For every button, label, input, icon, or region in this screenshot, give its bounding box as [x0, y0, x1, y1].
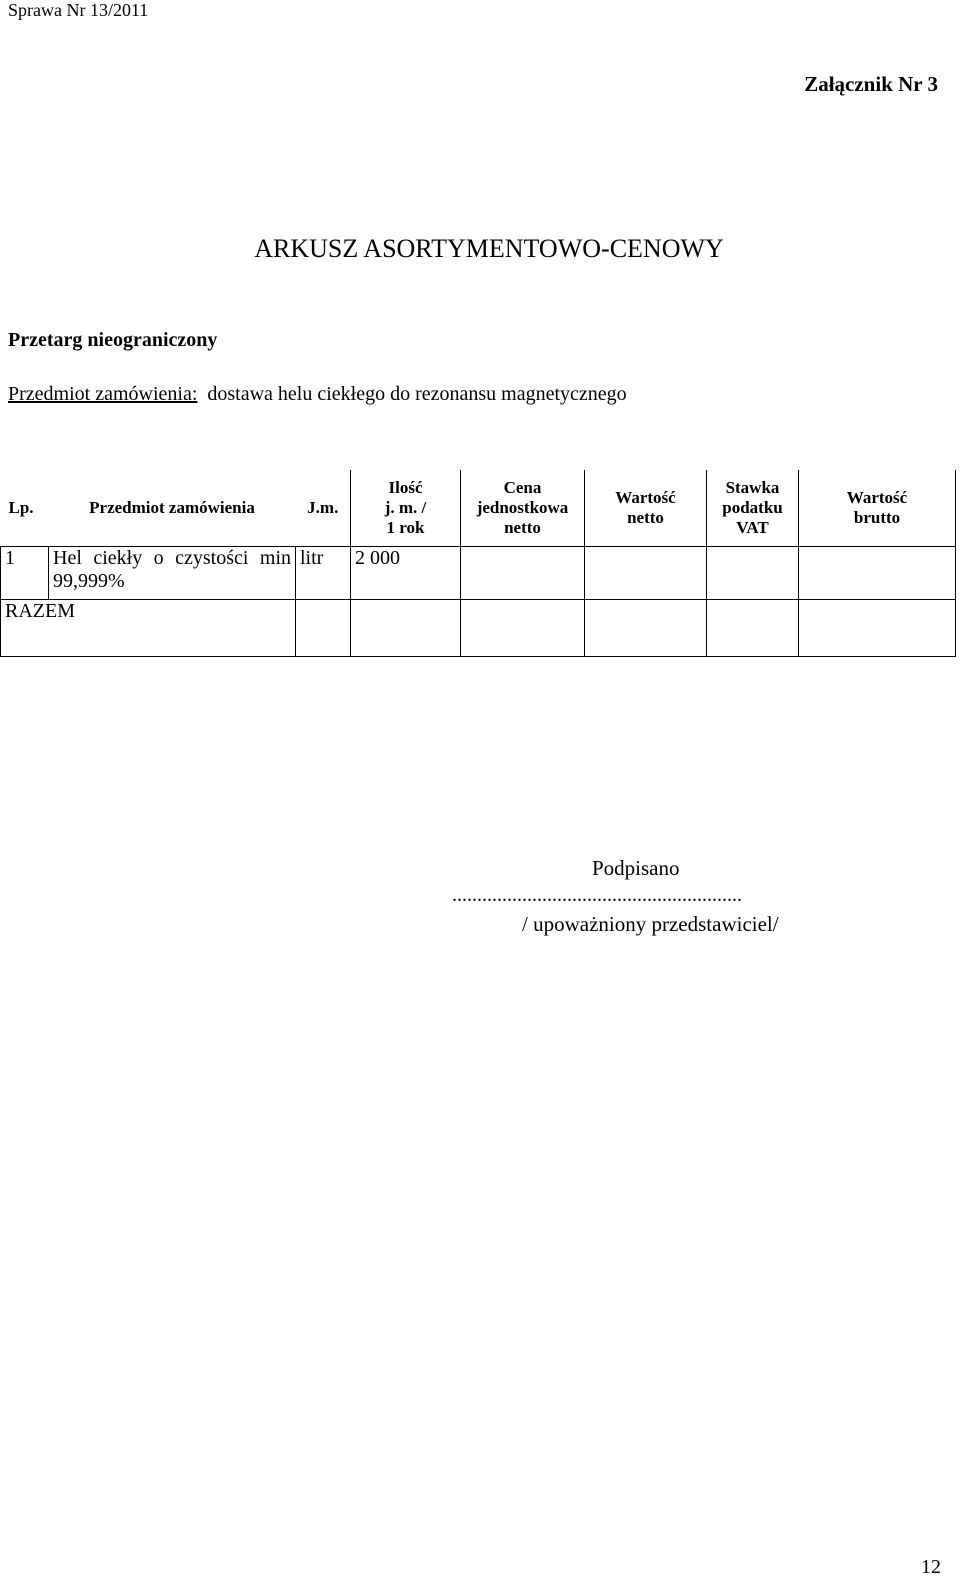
order-subject-value: dostawa helu ciekłego do rezonansu magnetycznego [207, 383, 627, 405]
case-reference: Sprawa Nr 13/2011 [8, 0, 149, 20]
header-net-value-line-2: netto [627, 508, 664, 527]
total-quantity [351, 600, 461, 657]
table-header-row [1, 470, 956, 547]
header-vat-rate-line-1: Stawka [725, 478, 780, 497]
header-gross-value-line-1: Wartość [846, 488, 908, 507]
document-title: ARKUSZ ASORTYMENTOWO-CENOWY [254, 234, 724, 263]
header-quantity [351, 470, 461, 547]
row-lp: 1 [1, 547, 49, 600]
header-vat-rate-line-2: podatku [722, 498, 783, 517]
header-unit: J.m. [296, 470, 351, 547]
header-gross-value [799, 470, 956, 547]
order-subject-label: Przedmiot zamówienia: [8, 383, 198, 405]
header-quantity-line-1: Ilość [388, 478, 423, 497]
signature-line: .......................................................... [452, 884, 742, 906]
total-vat-rate [707, 600, 799, 657]
header-unit-price-line-2: jednostkowa [476, 498, 569, 517]
row-unit: litr [296, 547, 351, 600]
header-item: Przedmiot zamówienia [49, 470, 296, 547]
header-unit-price-line-1: Cena [503, 478, 542, 497]
row-quantity: 2 000 [351, 547, 461, 600]
header-lp: Lp. [1, 470, 49, 547]
header-vat-rate-line-3: VAT [736, 518, 769, 537]
header-quantity-line-3: 1 rok [386, 518, 425, 537]
header-gross-value-line-2: brutto [853, 508, 901, 527]
table-total-row [1, 600, 956, 657]
row-vat-rate[interactable] [707, 547, 799, 600]
header-net-value [585, 470, 707, 547]
representative-label: / upoważniony przedstawiciel/ [522, 912, 779, 936]
total-unit [296, 600, 351, 657]
total-gross-value[interactable] [799, 600, 956, 657]
header-unit-price [461, 470, 585, 547]
row-gross-value[interactable] [799, 547, 956, 600]
total-unit-price [461, 600, 585, 657]
row-net-value[interactable] [585, 547, 707, 600]
page-number: 12 [921, 1556, 941, 1578]
header-quantity-line-2: j. m. / [384, 498, 427, 517]
tender-type: Przetarg nieograniczony [8, 329, 218, 351]
header-unit-price-line-3: netto [504, 518, 541, 537]
price-table [0, 470, 956, 657]
row-unit-price[interactable] [461, 547, 585, 600]
total-label: RAZEM [1, 600, 296, 657]
header-net-value-line-1: Wartość [615, 488, 676, 507]
annex-label: Załącznik Nr 3 [804, 72, 938, 96]
table-row [1, 547, 956, 600]
row-item: Hel ciekły o czystości min 99,999% [49, 547, 296, 600]
total-net-value[interactable] [585, 600, 707, 657]
header-vat-rate [707, 470, 799, 547]
order-subject [8, 383, 627, 406]
signed-label: Podpisano [592, 856, 680, 880]
